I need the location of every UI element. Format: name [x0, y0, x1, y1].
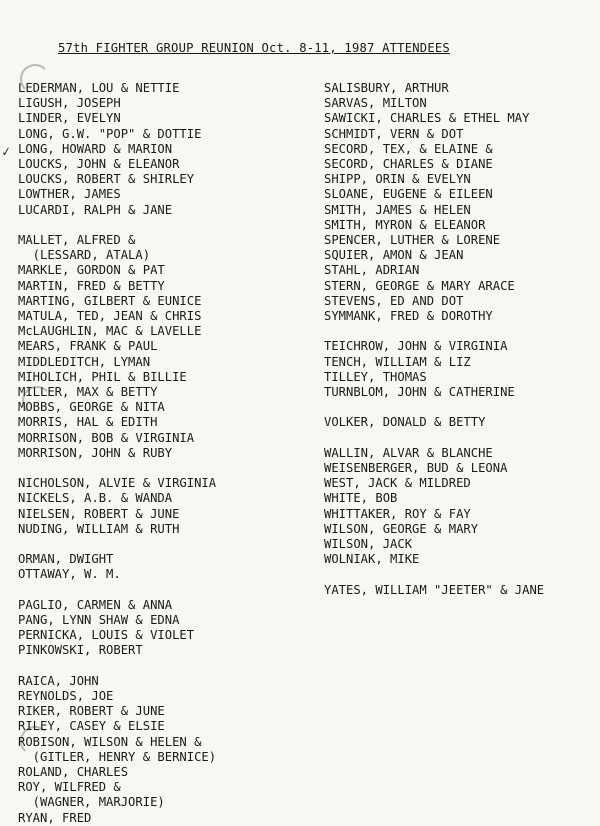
attendee-entry: SMITH, JAMES & HELEN: [324, 202, 471, 217]
attendee-entry: SYMMANK, FRED & DOROTHY: [324, 309, 493, 324]
attendee-entry: REYNOLDS, JOE: [18, 689, 114, 704]
attendee-entry: MIHOLICH, PHIL & BILLIE: [18, 369, 187, 384]
handwritten-check-mark: ✓: [0, 143, 12, 161]
attendee-entry: SCHMIDT, VERN & DOT: [324, 126, 464, 141]
attendee-entry: WILSON, JACK: [324, 537, 413, 552]
attendee-entry: SAWICKI, CHARLES & ETHEL MAY: [324, 111, 530, 126]
attendee-entry: McLAUGHLIN, MAC & LAVELLE: [18, 324, 202, 339]
attendee-entry: SPENCER, LUTHER & LORENE: [324, 233, 501, 248]
attendee-entry: RAICA, JOHN: [18, 673, 99, 688]
group-spacer: [324, 567, 594, 582]
attendee-entry: LIGUSH, JOSEPH: [18, 96, 121, 111]
group-spacer: [18, 537, 318, 552]
attendee-entry: LOUCKS, JOHN & ELEANOR: [18, 157, 180, 172]
attendee-entry: WILSON, GEORGE & MARY: [324, 521, 479, 536]
attendee-entry: MORRIS, HAL & EDITH: [18, 415, 158, 430]
group-spacer: [324, 324, 594, 339]
attendee-entry: YATES, WILLIAM "JEETER" & JANE: [324, 582, 545, 597]
attendee-entry: SARVAS, MILTON: [324, 96, 427, 111]
attendee-entry: MILLER, MAX & BETTY: [18, 385, 158, 400]
attendee-entry: MATULA, TED, JEAN & CHRIS: [18, 309, 202, 324]
attendee-list-right: [324, 81, 594, 598]
attendee-entry: WOLNIAK, MIKE: [324, 552, 420, 567]
attendee-entry: SMITH, MYRON & ELEANOR: [324, 217, 486, 232]
attendee-entry: MARTIN, FRED & BETTY: [18, 278, 165, 293]
attendee-entry: MIDDLEDITCH, LYMAN: [18, 354, 151, 369]
attendee-entry: ORMAN, DWIGHT: [18, 552, 114, 567]
attendee-entry: PERNICKA, LOUIS & VIOLET: [18, 628, 195, 643]
page-title: 57th FIGHTER GROUP REUNION Oct. 8-11, 1987 ATTENDEES: [58, 41, 450, 55]
group-spacer: [18, 461, 318, 476]
attendee-entry: WHITE, BOB: [324, 491, 398, 506]
attendee-entry: OTTAWAY, W. M.: [18, 567, 121, 582]
attendee-entry: WALLIN, ALVAR & BLANCHE: [324, 445, 493, 460]
attendee-entry: (LESSARD, ATALA): [18, 248, 151, 263]
attendee-entry: NUDING, WILLIAM & RUTH: [18, 521, 180, 536]
attendee-entry: WEISENBERGER, BUD & LEONA: [324, 461, 508, 476]
attendee-entry: LUCARDI, RALPH & JANE: [18, 202, 173, 217]
attendee-entry: LONG, G.W. "POP" & DOTTIE: [18, 126, 202, 141]
attendee-entry: RIKER, ROBERT & JUNE: [18, 704, 165, 719]
group-spacer: [18, 218, 318, 233]
attendee-entry: (WAGNER, MARJORIE): [18, 795, 165, 810]
attendee-entry: STERN, GEORGE & MARY ARACE: [324, 278, 515, 293]
attendee-entry: SHIPP, ORIN & EVELYN: [324, 172, 471, 187]
attendee-entry: LOWTHER, JAMES: [18, 187, 121, 202]
attendee-entry: STEVENS, ED AND DOT: [324, 293, 464, 308]
attendee-entry: MORRISON, JOHN & RUBY: [18, 445, 173, 460]
attendee-entry: PAGLIO, CARMEN & ANNA: [18, 597, 173, 612]
attendee-entry: SECORD, TEX, & ELAINE &: [324, 141, 493, 156]
attendee-entry: LOUCKS, ROBERT & SHIRLEY: [18, 172, 195, 187]
group-spacer: [18, 583, 318, 598]
attendee-entry: MARKLE, GORDON & PAT: [18, 263, 165, 278]
attendee-entry: TENCH, WILLIAM & LIZ: [324, 354, 471, 369]
attendee-entry: LINDER, EVELYN: [18, 111, 121, 126]
attendee-entry: TEICHROW, JOHN & VIRGINIA: [324, 339, 508, 354]
attendee-entry: MALLET, ALFRED &: [18, 233, 136, 248]
attendee-entry: LONG, HOWARD & MARION: [18, 141, 173, 156]
attendee-list-left: [18, 81, 318, 826]
attendee-entry: WHITTAKER, ROY & FAY: [324, 506, 471, 521]
attendee-entry: (GITLER, HENRY & BERNICE): [18, 749, 217, 764]
attendee-entry: PINKOWSKI, ROBERT: [18, 643, 143, 658]
attendee-entry: ROBISON, WILSON & HELEN &: [18, 734, 202, 749]
attendee-entry: SQUIER, AMON & JEAN: [324, 248, 464, 263]
attendee-entry: NICHOLSON, ALVIE & VIRGINIA: [18, 476, 217, 491]
attendee-entry: MARTING, GILBERT & EUNICE: [18, 293, 202, 308]
attendee-entry: WEST, JACK & MILDRED: [324, 476, 471, 491]
group-spacer: [18, 659, 318, 674]
attendee-entry: SALISBURY, ARTHUR: [324, 81, 449, 95]
attendee-entry: STAHL, ADRIAN: [324, 263, 420, 278]
attendee-entry: RILEY, CASEY & ELSIE: [18, 719, 165, 734]
attendee-entry: MOBBS, GEORGE & NITA: [18, 400, 165, 415]
attendee-entry: TURNBLOM, JOHN & CATHERINE: [324, 385, 515, 400]
group-spacer: [324, 431, 594, 446]
attendee-entry: NIELSEN, ROBERT & JUNE: [18, 506, 180, 521]
attendee-entry: VOLKER, DONALD & BETTY: [324, 415, 486, 430]
group-spacer: [324, 400, 594, 415]
attendee-entry: ROY, WILFRED &: [18, 780, 121, 795]
attendee-entry: SLOANE, EUGENE & EILEEN: [324, 187, 493, 202]
attendee-entry: TILLEY, THOMAS: [324, 369, 427, 384]
attendee-entry: NICKELS, A.B. & WANDA: [18, 491, 173, 506]
attendee-entry: ROLAND, CHARLES: [18, 765, 129, 780]
attendee-entry: PANG, LYNN SHAW & EDNA: [18, 613, 180, 628]
attendee-entry: LEDERMAN, LOU & NETTIE: [18, 81, 180, 95]
attendee-entry: RYAN, FRED: [18, 810, 92, 825]
attendee-entry: MEARS, FRANK & PAUL: [18, 339, 158, 354]
attendee-entry: MORRISON, BOB & VIRGINIA: [18, 430, 195, 445]
attendee-entry: SECORD, CHARLES & DIANE: [324, 157, 493, 172]
